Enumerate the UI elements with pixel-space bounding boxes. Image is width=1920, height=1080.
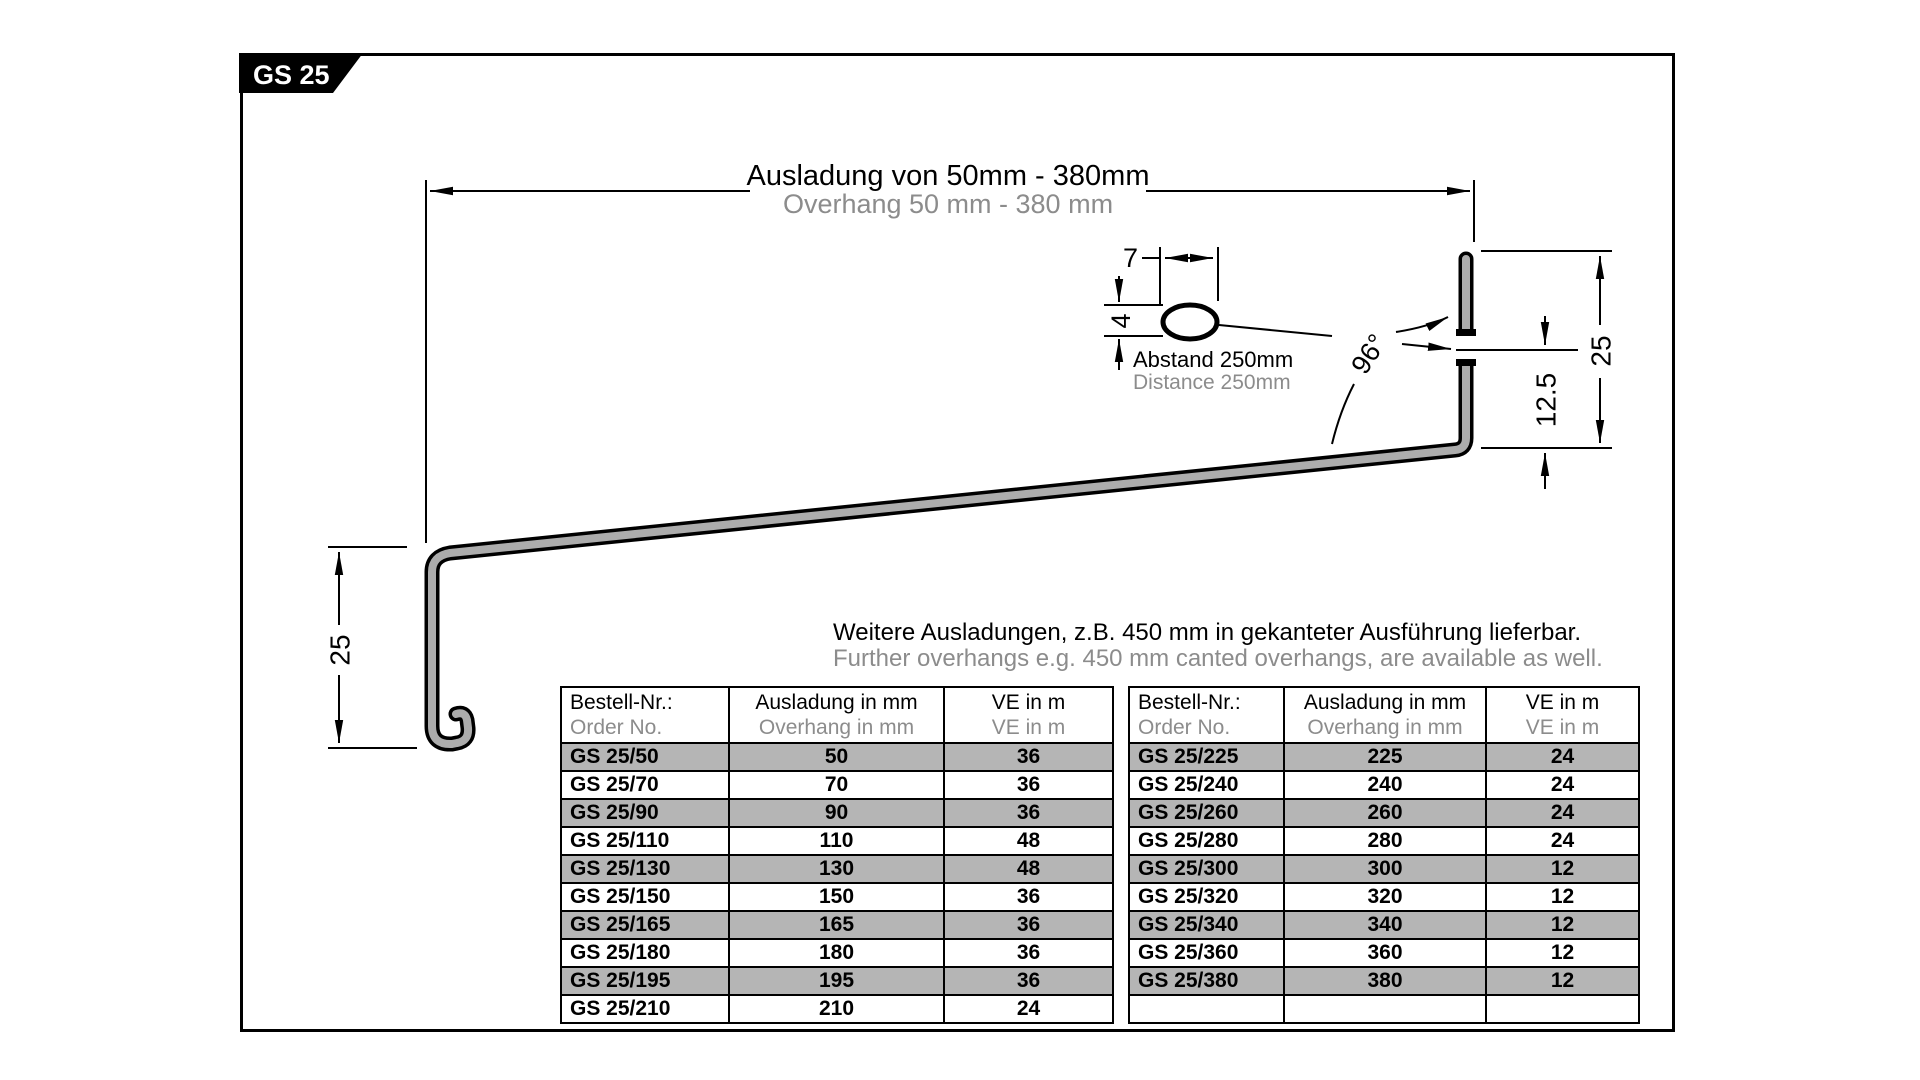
header-overhang-de: Ausladung in mm [755, 691, 918, 714]
table-header-row [561, 687, 1113, 743]
ve-cell: 12 [1486, 855, 1639, 883]
ve-cell: 24 [944, 995, 1113, 1023]
order-no-cell: GS 25/210 [561, 995, 729, 1023]
overhang-cell [1284, 995, 1486, 1023]
table-row [561, 911, 1113, 939]
ve-cell [1486, 995, 1639, 1023]
order-no-cell: GS 25/90 [561, 799, 729, 827]
order-table-left [560, 686, 1114, 1024]
order-no-cell [1129, 995, 1284, 1023]
table-row [561, 995, 1113, 1023]
overhang-cell: 340 [1284, 911, 1486, 939]
order-no-cell: GS 25/280 [1129, 827, 1284, 855]
overhang-cell: 210 [729, 995, 944, 1023]
overhang-cell: 195 [729, 967, 944, 995]
header-overhang-en: Overhang in mm [758, 716, 915, 739]
header-order-en: Order No. [1138, 716, 1231, 739]
table-row [1129, 911, 1639, 939]
table-row [1129, 967, 1639, 995]
header-overhang [1284, 687, 1486, 743]
product-badge-label: GS 25 [253, 60, 330, 90]
ve-cell: 36 [944, 883, 1113, 911]
overhang-cell: 70 [729, 771, 944, 799]
ve-cell: 12 [1486, 883, 1639, 911]
overhang-cell: 380 [1284, 967, 1486, 995]
overhang-cell: 110 [729, 827, 944, 855]
overhang-cell: 280 [1284, 827, 1486, 855]
ve-cell: 36 [944, 911, 1113, 939]
overhang-cell: 240 [1284, 771, 1486, 799]
order-no-cell: GS 25/260 [1129, 799, 1284, 827]
ve-cell: 24 [1486, 743, 1639, 771]
angle-arc [1332, 317, 1448, 444]
order-no-cell: GS 25/70 [561, 771, 729, 799]
order-no-cell: GS 25/110 [561, 827, 729, 855]
order-no-cell: GS 25/195 [561, 967, 729, 995]
table-row [561, 827, 1113, 855]
order-no-cell: GS 25/320 [1129, 883, 1284, 911]
table-row [561, 855, 1113, 883]
slot-width-dimension [1142, 247, 1218, 306]
ve-cell: 24 [1486, 771, 1639, 799]
ve-cell: 24 [1486, 827, 1639, 855]
header-order-en: Order No. [570, 716, 663, 739]
overhang-cell: 165 [729, 911, 944, 939]
slot-cap-bottom [1456, 359, 1476, 366]
order-no-cell: GS 25/165 [561, 911, 729, 939]
overhang-cell: 150 [729, 883, 944, 911]
overhang-cell: 300 [1284, 855, 1486, 883]
overhang-cell: 225 [1284, 743, 1486, 771]
ve-cell: 12 [1486, 967, 1639, 995]
overhang-cell: 260 [1284, 799, 1486, 827]
header-order-no [1129, 687, 1284, 743]
slot-detail-oval [1163, 305, 1217, 339]
half-height-label: 12.5 [1530, 372, 1562, 428]
table-row [561, 967, 1113, 995]
ve-cell: 36 [944, 799, 1113, 827]
table-row [561, 883, 1113, 911]
slot-distance-de: Abstand 250mm [1133, 347, 1294, 372]
table-row [561, 799, 1113, 827]
header-ve-de: VE in m [1525, 691, 1600, 714]
ve-cell: 36 [944, 967, 1113, 995]
order-no-cell: GS 25/340 [1129, 911, 1284, 939]
slot-distance-en: Distance 250mm [1133, 371, 1291, 394]
table-row-empty [1129, 995, 1639, 1023]
table-row [1129, 743, 1639, 771]
ve-cell: 24 [1486, 799, 1639, 827]
order-no-cell: GS 25/150 [561, 883, 729, 911]
header-ve-de: VE in m [991, 691, 1066, 714]
overhang-cell: 360 [1284, 939, 1486, 967]
overhang-title-en: Overhang 50 mm - 380 mm [782, 189, 1114, 219]
header-ve [944, 687, 1113, 743]
table-row [561, 771, 1113, 799]
order-no-cell: GS 25/50 [561, 743, 729, 771]
table-row [1129, 855, 1639, 883]
table-row [1129, 939, 1639, 967]
overhang-cell: 320 [1284, 883, 1486, 911]
ve-cell: 36 [944, 771, 1113, 799]
table-row [561, 939, 1113, 967]
slot-width-label: 7 [1122, 243, 1138, 273]
order-no-cell: GS 25/360 [1129, 939, 1284, 967]
header-order-de: Bestell-Nr.: [570, 691, 673, 714]
table-header-row [1129, 687, 1639, 743]
slot-cap-top [1456, 329, 1476, 336]
overhang-cell: 180 [729, 939, 944, 967]
ve-cell: 12 [1486, 939, 1639, 967]
header-overhang-de: Ausladung in mm [1303, 691, 1467, 714]
overhang-dimension [426, 180, 1474, 543]
order-no-cell: GS 25/225 [1129, 743, 1284, 771]
overhang-cell: 90 [729, 799, 944, 827]
header-ve-en: VE in m [991, 716, 1066, 739]
overhang-cell: 130 [729, 855, 944, 883]
overhang-title-de: Ausladung von 50mm - 380mm [746, 160, 1150, 192]
ve-cell: 48 [944, 855, 1113, 883]
right-height-label: 25 [1585, 335, 1617, 367]
availability-note-en: Further overhangs e.g. 450 mm canted overhangs, are available as well. [833, 645, 1603, 672]
header-ve [1486, 687, 1639, 743]
table-row [1129, 827, 1639, 855]
table-row [1129, 799, 1639, 827]
ve-cell: 12 [1486, 911, 1639, 939]
availability-note-de: Weitere Ausladungen, z.B. 450 mm in gekanteter Ausführung lieferbar. [833, 619, 1582, 646]
left-height-label: 25 [324, 634, 356, 666]
angle-label: 96° [1345, 328, 1393, 380]
overhang-cell: 50 [729, 743, 944, 771]
table-row [1129, 771, 1639, 799]
table-row [561, 743, 1113, 771]
ve-cell: 36 [944, 743, 1113, 771]
table-row [1129, 883, 1639, 911]
order-no-cell: GS 25/180 [561, 939, 729, 967]
order-table-right [1128, 686, 1640, 1024]
header-overhang-en: Overhang in mm [1307, 716, 1463, 739]
ve-cell: 36 [944, 939, 1113, 967]
header-order-no [561, 687, 729, 743]
header-ve-en: VE in m [1525, 716, 1600, 739]
header-order-de: Bestell-Nr.: [1138, 691, 1241, 714]
slot-height-label: 4 [1106, 313, 1136, 329]
order-no-cell: GS 25/300 [1129, 855, 1284, 883]
order-no-cell: GS 25/380 [1129, 967, 1284, 995]
header-overhang [729, 687, 944, 743]
slot-cut [1456, 336, 1476, 359]
order-no-cell: GS 25/240 [1129, 771, 1284, 799]
order-no-cell: GS 25/130 [561, 855, 729, 883]
ve-cell: 48 [944, 827, 1113, 855]
